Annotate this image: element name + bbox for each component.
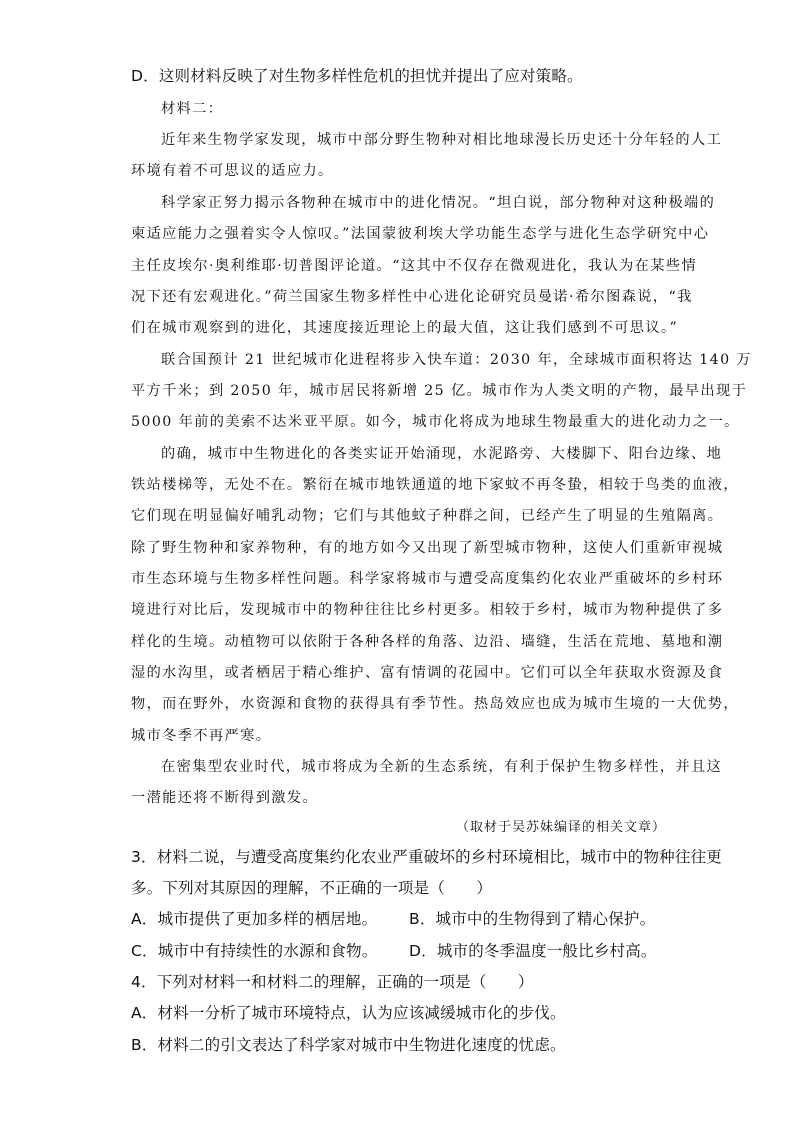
material2-p4-line9: 物，而在野外，水资源和食物的获得具有季节性。热岛效应也成为城市生境的一大优势， (131, 696, 739, 712)
q4-stem: 4．下列对材料一和材料二的理解，正确的一项是（ ） (131, 973, 534, 991)
material2-p4-line4: 除了野生物种和家养物种，有的地方如今又出现了新型城市物种，这使人们重新审视城 (131, 540, 724, 556)
material2-p4-line8: 湿的水沟里，或者栖居于精心维护、富有情调的花园中。它们可以全年获取水资源及食 (131, 665, 724, 681)
material2-p5-line1: 在密集型农业时代，城市将成为全新的生态系统，有利于保护生物多样性，并且这 (161, 759, 723, 775)
q3-option-b: B．城市中的生物得到了精心保护。 (409, 910, 656, 928)
q3-option-c: C．城市中有持续性的水源和食物。 (131, 942, 378, 960)
material2-p1-line1: 近年来生物学家发现，城市中部分野生物种对相比地球漫长历史还十分年轻的人工 (161, 132, 723, 148)
material2-p4-line2: 铁站楼梯等，无处不在。繁衍在城市地铁通道的地下家蚊不再冬蛰，相较于鸟类的血液， (131, 477, 739, 493)
material2-p4-line7: 样化的生境。动植物可以依附于各种各样的角落、边沿、墙缝，生活在荒地、墓地和潮 (131, 634, 724, 650)
material2-p3-line2: 平方千米；到 2050 年，城市居民将新增 25 亿。城市作为人类文明的产物，最早出现于 (131, 383, 748, 399)
q3-option-a: A．城市提供了更加多样的栖居地。 (131, 910, 378, 928)
q4-option-b: B．材料二的引文表达了科学家对城市中生物进化速度的忧虑。 (131, 1036, 566, 1054)
q4-option-a: A．材料一分析了城市环境特点，认为应该减缓城市化的步伐。 (131, 1004, 566, 1022)
q3-stem-line2: 多。下列对其原因的理解，不正确的一项是（ ） (131, 879, 493, 897)
material2-p1-line2: 环境有着不可思议的适应力。 (131, 163, 334, 179)
material2-p2-line2: 柬适应能力之强着实令人惊叹。”法国蒙彼利埃大学功能生态学与进化生态学研究中心 (131, 226, 710, 242)
q3-stem-line1: 3．材料二说，与遭受高度集约化农业严重破坏的乡村环境相比，城市中的物种往往更 (131, 848, 722, 866)
q3-option-d: D．城市的冬季温度一般比乡村高。 (409, 942, 657, 960)
material2-p2-line1: 科学家正努力揭示各物种在城市中的进化情况。“坦白说，部分物种对这种极端的 (161, 195, 716, 211)
material2-source: （取材于吴苏妹编译的相关文章） (456, 820, 667, 835)
material2-p4-line1: 的确，城市中生物进化的各类实证开始涌现，水泥路旁、大楼脚下、阳台边缘、地 (161, 446, 723, 462)
material2-p3-line3: 5000 年前的美索不达米亚平原。如今，城市化将成为地球生物最重大的进化动力之一。 (131, 414, 740, 430)
material2-p2-line4: 况下还有宏观进化。”荷兰国家生物多样性中心进化论研究员曼诺·希尔图森说，“我 (131, 289, 693, 305)
material2-p4-line10: 城市冬季不再严寒。 (131, 728, 272, 744)
material2-p4-line6: 境进行对比后，发现城市中的物种往往比乡村更多。相较于乡村，城市为物种提供了多 (131, 602, 724, 618)
prev-question-option-d: D．这则材料反映了对生物多样性危机的担忧并提出了应对策略。 (131, 67, 583, 85)
material2-p4-line3: 它们现在明显偏好哺乳动物；它们与其他蚊子种群之间，已经产生了明显的生殖隔离。 (131, 508, 724, 524)
material2-p5-line2: 一潜能还将不断得到激发。 (131, 790, 319, 806)
material2-p2-line5: 们在城市观察到的进化，其速度接近理论上的最大值，这让我们感到不可思议。” (131, 320, 679, 336)
material2-p2-line3: 主任皮埃尔·奥利维耶·切普图评论道。“这其中不仅存在微观进化，我认为在某些情 (131, 258, 698, 274)
material2-p4-line5: 市生态环境与生物多样性问题。科学家将城市与遭受高度集约化农业严重破坏的乡村环 (131, 571, 724, 587)
material2-heading: 材料二： (161, 101, 224, 117)
material2-p3-line1: 联合国预计 21 世纪城市化进程将步入快车道：2030 年，全球城市面积将达 140 万 (161, 352, 753, 368)
